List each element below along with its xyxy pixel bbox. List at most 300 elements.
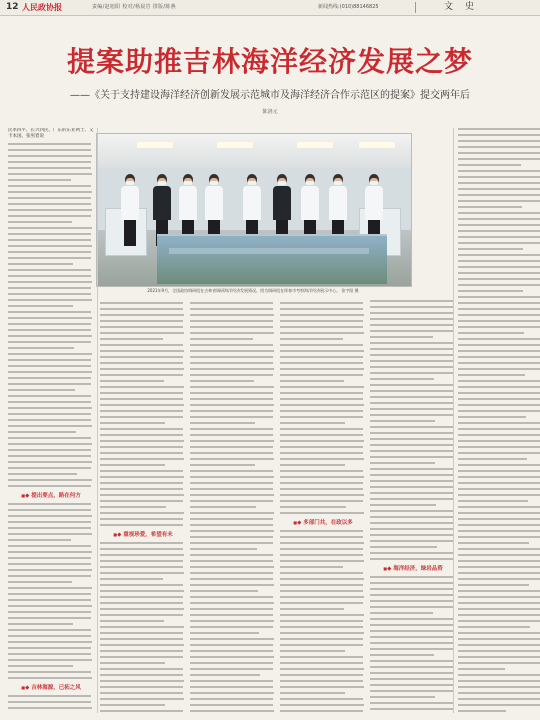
text-line	[8, 455, 91, 457]
text-line	[370, 354, 453, 356]
text-line	[280, 302, 363, 304]
text-line	[190, 650, 273, 652]
text-line	[280, 308, 363, 310]
text-line	[190, 512, 274, 514]
text-line	[8, 401, 91, 403]
text-line	[458, 278, 540, 280]
subsection-heading: ■ ◆ 海洋经济，绿岩品资	[370, 564, 456, 572]
text-line	[370, 522, 453, 524]
text-line	[8, 263, 73, 265]
text-line	[458, 248, 523, 250]
text-line	[100, 380, 164, 382]
text-line	[458, 440, 540, 442]
text-line	[458, 632, 540, 634]
ceiling-light	[297, 142, 333, 148]
text-line	[458, 308, 540, 310]
text-line	[370, 438, 454, 440]
text-line	[280, 572, 363, 574]
body-text	[280, 302, 366, 514]
body-text	[190, 302, 276, 713]
text-line	[8, 479, 92, 481]
text-line	[370, 516, 453, 518]
text-line	[280, 320, 363, 322]
text-line	[458, 692, 540, 694]
text-line	[280, 326, 363, 328]
text-line	[280, 356, 363, 358]
text-line	[100, 674, 183, 676]
text-line	[8, 245, 92, 247]
text-line	[458, 554, 540, 556]
text-line	[190, 476, 274, 478]
text-line	[8, 503, 91, 505]
text-line	[8, 599, 91, 601]
text-line	[458, 428, 540, 430]
text-line	[280, 494, 364, 496]
text-line	[100, 698, 184, 700]
text-line	[8, 311, 91, 313]
text-line	[100, 578, 163, 580]
text-line	[280, 374, 363, 376]
text-line	[8, 509, 91, 511]
text-line	[458, 140, 540, 142]
text-column-3	[190, 302, 276, 713]
text-line	[100, 416, 183, 418]
text-line	[8, 419, 91, 421]
text-line	[280, 614, 364, 616]
text-line	[190, 524, 273, 526]
text-line	[8, 587, 92, 589]
text-line	[100, 464, 165, 466]
text-line	[458, 524, 540, 526]
text-line	[100, 500, 183, 502]
text-line	[458, 542, 529, 544]
text-line	[100, 668, 183, 670]
text-line	[280, 686, 364, 688]
text-column-4	[280, 302, 366, 713]
text-line	[8, 641, 92, 643]
text-line	[370, 708, 453, 710]
text-line	[370, 312, 454, 314]
text-line	[8, 185, 91, 187]
text-line	[190, 602, 274, 604]
text-line	[190, 458, 274, 460]
text-line	[8, 209, 92, 211]
text-line	[370, 618, 453, 620]
text-line	[370, 360, 453, 362]
text-line	[370, 492, 454, 494]
text-line	[190, 326, 273, 328]
body-text	[8, 503, 94, 679]
text-column-2	[100, 302, 186, 713]
text-line	[458, 434, 540, 436]
text-line	[370, 318, 453, 320]
text-line	[458, 182, 540, 184]
text-line	[458, 674, 540, 676]
text-line	[458, 134, 540, 136]
text-line	[280, 476, 364, 478]
text-line	[100, 590, 184, 592]
text-line	[190, 302, 273, 304]
text-line	[458, 164, 521, 166]
ceiling-light	[217, 142, 253, 148]
text-line	[370, 582, 453, 584]
text-line	[458, 362, 540, 364]
text-line	[370, 504, 436, 506]
text-line	[8, 179, 71, 181]
text-line	[370, 576, 453, 578]
text-line	[370, 510, 454, 512]
text-line	[100, 362, 183, 364]
text-line	[370, 642, 454, 644]
text-line	[458, 656, 540, 658]
text-line	[458, 176, 540, 178]
text-line	[8, 647, 91, 649]
text-line	[100, 554, 184, 556]
text-line	[8, 389, 75, 391]
text-line	[100, 608, 184, 610]
text-line	[458, 326, 540, 328]
text-line	[100, 512, 184, 514]
text-line	[8, 617, 91, 619]
text-line	[8, 317, 92, 319]
text-line	[458, 200, 540, 202]
text-line	[8, 407, 92, 409]
text-line	[190, 680, 273, 682]
text-line	[100, 686, 183, 688]
text-line	[8, 635, 91, 637]
text-line	[100, 548, 183, 550]
text-line	[280, 656, 363, 658]
text-line	[8, 197, 91, 199]
text-line	[8, 623, 73, 625]
text-line	[458, 212, 540, 214]
body-text	[8, 695, 94, 713]
text-line	[370, 426, 453, 428]
text-line	[458, 344, 540, 346]
text-line	[190, 686, 273, 688]
text-line	[280, 506, 346, 508]
text-line	[8, 593, 91, 595]
text-line	[370, 672, 453, 674]
text-line	[458, 398, 540, 400]
text-line	[458, 488, 540, 490]
text-line	[190, 446, 273, 448]
text-line	[8, 539, 71, 541]
text-line	[280, 704, 364, 706]
text-line	[100, 620, 164, 622]
text-line	[190, 380, 254, 382]
text-line	[458, 578, 540, 580]
text-line	[100, 308, 183, 310]
body-text	[370, 576, 456, 713]
text-line	[280, 542, 364, 544]
text-line	[190, 308, 273, 310]
text-line	[458, 596, 540, 598]
text-line	[280, 488, 363, 490]
text-line	[190, 614, 273, 616]
text-line	[8, 659, 92, 661]
text-line	[100, 302, 183, 304]
text-line	[190, 692, 274, 694]
text-line	[458, 560, 540, 562]
text-line	[8, 287, 91, 289]
text-line	[190, 644, 273, 646]
text-column-1	[8, 128, 94, 713]
text-line	[458, 230, 540, 232]
text-line	[458, 350, 540, 352]
text-line	[190, 344, 273, 346]
text-line	[8, 461, 92, 463]
text-line	[100, 488, 183, 490]
text-line	[370, 684, 453, 686]
text-line	[458, 266, 540, 268]
text-line	[100, 320, 183, 322]
text-line	[370, 420, 435, 422]
text-line	[458, 644, 540, 646]
text-line	[458, 638, 540, 640]
text-line	[370, 330, 454, 332]
text-line	[370, 324, 453, 326]
text-line	[370, 342, 453, 344]
text-line	[280, 644, 363, 646]
text-line	[8, 701, 91, 703]
body-text	[458, 128, 540, 712]
text-line	[8, 227, 92, 229]
text-line	[280, 620, 363, 622]
text-line	[8, 467, 91, 469]
text-line	[8, 191, 92, 193]
text-line	[280, 362, 363, 364]
text-line	[458, 626, 530, 628]
text-line	[458, 494, 540, 496]
text-line	[100, 638, 183, 640]
text-line	[280, 410, 363, 412]
text-line	[100, 404, 184, 406]
text-line	[370, 630, 453, 632]
text-line	[370, 378, 434, 380]
subsection-heading: ■ ◆ 重视珍爱，希望有未	[100, 530, 186, 538]
text-line	[280, 440, 364, 442]
paper-name: 人民政协报	[22, 2, 62, 12]
text-line	[190, 632, 259, 634]
text-line	[280, 368, 364, 370]
text-line	[8, 149, 91, 151]
text-line	[370, 408, 453, 410]
text-line	[190, 662, 273, 664]
text-line	[8, 251, 91, 253]
text-line	[280, 338, 343, 340]
text-line	[458, 698, 540, 700]
ceiling-light	[359, 142, 395, 148]
text-line	[370, 480, 453, 482]
text-line	[458, 650, 540, 652]
text-line	[370, 612, 433, 614]
news-hotline: 新闻热线:(010)88146825	[318, 4, 379, 10]
text-line	[190, 596, 273, 598]
text-line	[190, 500, 273, 502]
text-line	[458, 392, 540, 394]
text-line	[8, 359, 91, 361]
text-line	[280, 512, 364, 514]
text-line	[8, 473, 77, 475]
text-line	[100, 350, 184, 352]
text-line	[458, 548, 540, 550]
text-line	[280, 458, 364, 460]
text-line	[190, 710, 274, 712]
text-line	[8, 425, 92, 427]
masthead-divider	[415, 2, 416, 13]
text-line	[100, 326, 183, 328]
text-line	[458, 464, 540, 466]
text-line	[458, 458, 527, 460]
text-line	[190, 518, 273, 520]
text-line	[280, 650, 345, 652]
text-line	[190, 578, 273, 580]
article-byline: 陈洛元	[262, 109, 278, 115]
text-line	[280, 386, 364, 388]
text-line	[458, 188, 540, 190]
text-line	[100, 386, 184, 388]
text-line	[280, 380, 344, 382]
text-line	[190, 386, 274, 388]
text-line	[370, 660, 454, 662]
text-line	[280, 314, 364, 316]
text-line	[370, 486, 453, 488]
text-line	[458, 386, 540, 388]
text-line	[8, 671, 91, 673]
text-line	[370, 594, 453, 596]
text-line	[280, 416, 363, 418]
text-line	[280, 500, 363, 502]
text-line	[370, 678, 454, 680]
text-line	[8, 239, 91, 241]
text-line	[8, 413, 91, 415]
body-text	[280, 530, 366, 713]
text-line	[190, 362, 273, 364]
body-text	[100, 302, 186, 526]
text-line	[458, 662, 540, 664]
text-line	[100, 338, 163, 340]
text-line	[190, 350, 274, 352]
column-rule	[97, 128, 98, 713]
text-line	[370, 450, 453, 452]
text-line	[100, 518, 183, 520]
text-line	[8, 335, 92, 337]
text-line	[280, 674, 363, 676]
text-line	[458, 374, 525, 376]
text-line	[280, 422, 345, 424]
text-line	[100, 692, 183, 694]
text-line	[458, 620, 540, 622]
text-line	[280, 464, 345, 466]
text-line	[458, 242, 540, 244]
text-line	[458, 602, 540, 604]
text-line	[100, 452, 183, 454]
text-line	[280, 608, 344, 610]
text-line	[280, 668, 364, 670]
text-line	[8, 515, 92, 517]
text-line	[8, 485, 91, 487]
text-line	[8, 161, 91, 163]
text-line	[370, 366, 454, 368]
body-text	[8, 143, 94, 487]
text-line	[458, 422, 540, 424]
text-line	[458, 146, 540, 148]
text-line	[100, 614, 183, 616]
text-line	[190, 470, 273, 472]
text-line	[370, 636, 453, 638]
text-line	[280, 566, 343, 568]
text-line	[370, 690, 453, 692]
text-line	[280, 404, 364, 406]
text-line	[8, 611, 91, 613]
text-line	[8, 221, 72, 223]
text-line	[8, 653, 91, 655]
photo-caption: 2021年9月，全国政协调研组在吉林省调研海洋经济发展情况。图为调研组在珲春市考察海洋经济展示中心。 张宇阳 摄	[147, 288, 359, 293]
text-line	[8, 431, 76, 433]
text-line	[370, 306, 453, 308]
text-line	[8, 233, 91, 235]
text-line	[458, 290, 523, 292]
text-line	[8, 269, 91, 271]
text-line	[8, 341, 91, 343]
text-line	[458, 152, 540, 154]
text-line	[190, 668, 273, 670]
text-line	[100, 626, 184, 628]
text-line	[458, 482, 540, 484]
text-line	[8, 527, 91, 529]
text-line	[8, 443, 92, 445]
text-line	[280, 698, 363, 700]
subsection-heading: ■ ◆ 多部门共，在政以多	[280, 518, 366, 526]
text-line	[280, 452, 363, 454]
text-line	[100, 392, 183, 394]
text-line	[190, 656, 274, 658]
article-subhead: ——《关于支持建设海洋经济创新发展示范城市及海洋经济合作示范区的提案》提交两年后	[70, 90, 470, 101]
text-line	[370, 474, 454, 476]
text-line	[458, 608, 540, 610]
text-line	[370, 654, 434, 656]
text-line	[8, 575, 91, 577]
text-line	[100, 422, 165, 424]
text-line	[8, 215, 91, 217]
text-line	[458, 128, 540, 130]
text-line	[190, 374, 273, 376]
text-line	[458, 368, 540, 370]
text-line	[280, 626, 363, 628]
text-line	[8, 437, 91, 439]
text-line	[100, 662, 165, 664]
text-line	[370, 384, 454, 386]
text-line	[280, 710, 363, 712]
text-line	[190, 536, 273, 538]
text-line	[100, 434, 183, 436]
text-line	[190, 494, 274, 496]
sand-table-model	[157, 234, 387, 284]
text-line	[280, 632, 364, 634]
text-line	[8, 557, 91, 559]
text-line	[8, 677, 92, 679]
text-line	[100, 680, 184, 682]
body-text	[100, 542, 186, 713]
text-line	[458, 512, 540, 514]
text-line	[458, 536, 540, 538]
text-line	[370, 348, 454, 350]
text-line	[458, 506, 540, 508]
text-line	[280, 692, 345, 694]
text-line	[190, 482, 273, 484]
text-line	[458, 356, 540, 358]
